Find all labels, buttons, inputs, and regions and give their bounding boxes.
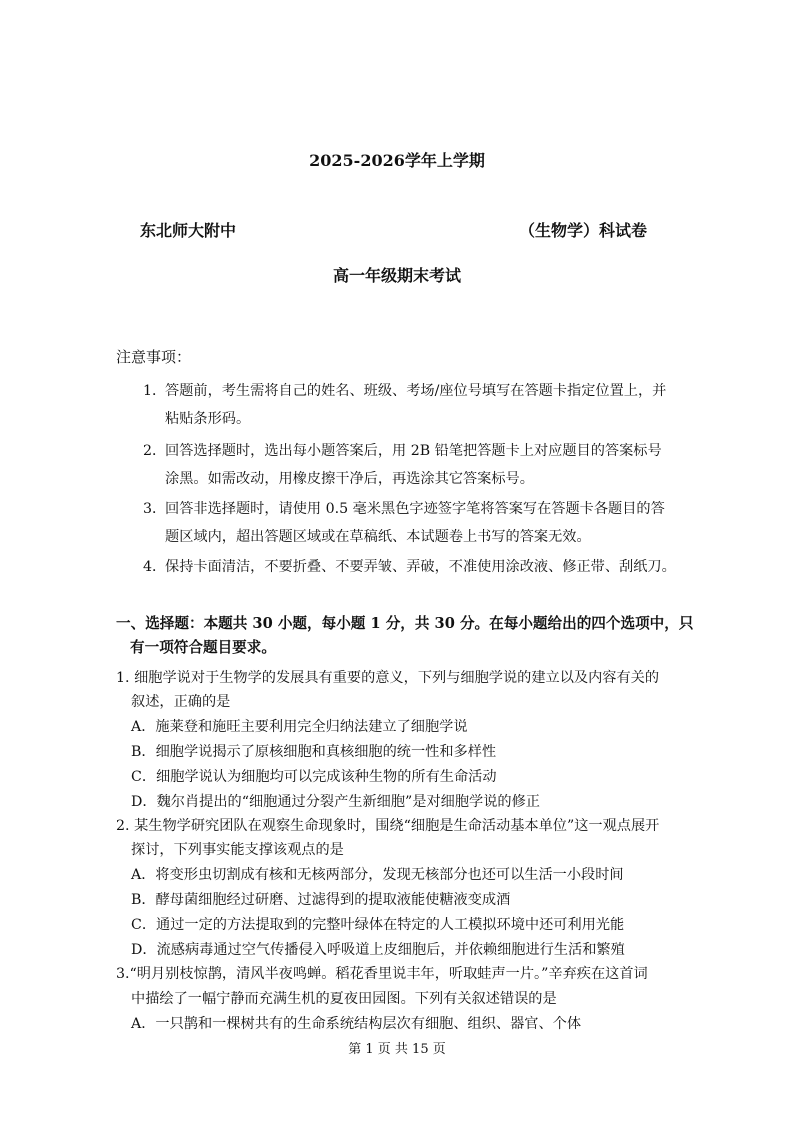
notice-item-text: 答题前，考生需将自己的姓名、班级、考场/座位号填写在答题卡指定位置上，并 <box>165 383 667 399</box>
section-heading-cont: 有一项符合题目要求。 <box>130 639 276 656</box>
question-3-cont: 中描绘了一幅宁静而充满生机的夏夜田园图。下列有关叙述错误的是 <box>131 991 557 1007</box>
question-num: 1. <box>116 670 130 686</box>
question-2 <box>116 815 659 835</box>
question-text: 某生物学研究团队在观察生命现象时，围绕“细胞是生命活动基本单位”这一观点展开 <box>134 818 660 834</box>
question-2-cont: 探讨，下列事实能支撑该观点的是 <box>131 842 344 858</box>
notice-item-num: 2． <box>143 443 167 459</box>
question-2-option-c: C．通过一定的方法提取到的完整叶绿体在特定的人工模拟环境中还可利用光能 <box>131 917 625 933</box>
notice-item-3-cont: 题区域内，超出答题区域或在草稿纸、本试题卷上书写的答案无效。 <box>165 529 591 545</box>
page-footer: 第 1 页 共 15 页 <box>348 1042 446 1057</box>
notice-item-num: 1． <box>143 383 167 399</box>
question-2-option-b: B．酵母菌细胞经过研磨、过滤得到的提取液能使糖液变成酒 <box>131 892 511 908</box>
question-2-option-d: D．流感病毒通过空气传播侵入呼吸道上皮细胞后，并依赖细胞进行生活和繁殖 <box>131 942 625 958</box>
question-1-option-b: B．细胞学说揭示了原核细胞和真核细胞的统一性和多样性 <box>131 744 497 760</box>
question-3 <box>116 963 648 983</box>
notice-item-3 <box>143 498 665 518</box>
question-3-option-a: A．一只鹊和一棵树共有的生命系统结构层次有细胞、组织、器官、个体 <box>131 1016 582 1032</box>
subject-title: （生物学）科试卷 <box>519 221 648 240</box>
exam-title: 高一年级期末考试 <box>332 266 461 285</box>
question-1-option-c: C．细胞学说认为细胞均可以完成该种生物的所有生命活动 <box>131 769 497 785</box>
notice-item-1 <box>143 380 666 400</box>
notice-item-4 <box>143 556 676 576</box>
question-1-cont: 叙述，正确的是 <box>131 694 231 710</box>
notice-item-num: 3． <box>143 501 167 517</box>
question-num: 3. <box>116 966 130 982</box>
notice-item-text: 回答选择题时，选出每小题答案后，用 2B 铅笔把答题卡上对应题目的答案标号 <box>165 443 662 459</box>
notice-heading: 注意事项： <box>116 348 192 366</box>
notice-item-2 <box>143 440 662 460</box>
question-1-option-d: D．魏尔肖提出的“细胞通过分裂产生新细胞”是对细胞学说的修正 <box>131 794 540 810</box>
section-heading: 一、选择题：本题共 30 小题，每小题 1 分，共 30 分。在每小题给出的四个选项中，只 <box>116 615 694 632</box>
notice-item-text: 保持卡面清洁，不要折叠、不要弄皱、弄破，不准使用涂改液、修正带、刮纸刀。 <box>165 559 676 575</box>
question-num: 2. <box>116 818 130 834</box>
notice-item-text: 回答非选择题时，请使用 0.5 毫米黑色字迹签字笔将答案写在答题卡各题目的答 <box>165 501 665 517</box>
question-2-option-a: A．将变形虫切割成有核和无核两部分，发现无核部分也还可以生活一小段时间 <box>131 867 624 883</box>
question-1-option-a: A．施莱登和施旺主要利用完全归纳法建立了细胞学说 <box>131 719 468 735</box>
term-title: 2025-2026学年上学期 <box>309 151 485 170</box>
notice-item-1-cont: 粘贴条形码。 <box>165 411 251 427</box>
school-name: 东北师大附中 <box>140 221 237 240</box>
notice-item-2-cont: 涂黑。如需改动，用橡皮擦干净后，再选涂其它答案标号。 <box>165 471 534 487</box>
question-text: “明月别枝惊鹊，清风半夜鸣蝉。稻花香里说丰年，听取蛙声一片。”辛弃疾在这首词 <box>129 966 648 982</box>
question-text: 细胞学说对于生物学的发展具有重要的意义，下列与细胞学说的建立以及内容有关的 <box>134 670 660 686</box>
notice-item-num: 4． <box>143 559 167 575</box>
question-1 <box>116 667 659 687</box>
